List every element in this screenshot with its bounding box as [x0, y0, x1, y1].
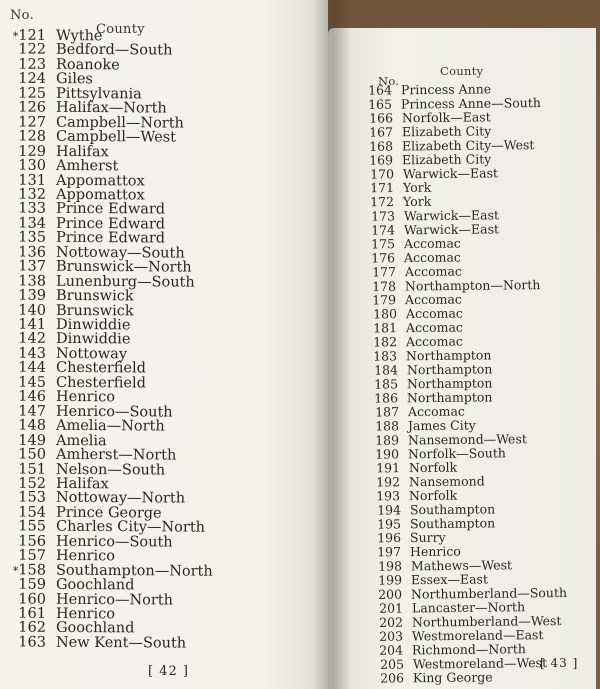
entry-number — [376, 601, 402, 616]
county-name: Northampton—North — [404, 277, 541, 294]
entry-number — [12, 634, 46, 650]
county-name: Accomac — [404, 263, 462, 280]
county-name: York — [402, 179, 432, 195]
entry-number-value: 182 — [373, 334, 398, 350]
entry-number-value: 164 — [368, 82, 393, 98]
entry-number — [372, 404, 398, 419]
county-name: Appomattox — [55, 172, 145, 189]
county-name: Accomac — [405, 305, 463, 322]
county-name: Lunenburg—South — [55, 273, 195, 291]
county-name: Halifax — [55, 475, 109, 493]
list-item — [368, 194, 431, 210]
entry-number — [370, 264, 396, 279]
entry-number-value: 128 — [18, 128, 47, 145]
county-name: Henrico — [55, 548, 116, 565]
entry-number — [378, 670, 404, 685]
entry-number-value: 151 — [18, 461, 47, 478]
asterisk-mark: * — [12, 563, 19, 577]
entry-number-value: 181 — [372, 320, 397, 336]
entry-number-value: 122 — [18, 41, 47, 59]
entry-number-value: 170 — [369, 166, 394, 182]
entry-number — [373, 418, 399, 433]
entry-number-value: 165 — [368, 96, 393, 112]
county-name: Accomac — [404, 249, 462, 266]
county-name: Prince Edward — [55, 215, 166, 233]
entry-number-value: 125 — [18, 85, 47, 102]
county-name: York — [403, 193, 432, 209]
county-name: James City — [407, 417, 476, 434]
county-name: Giles — [55, 71, 93, 88]
county-name: Wythe — [55, 27, 103, 45]
entry-number-value: 129 — [18, 143, 47, 160]
entry-number-value: 206 — [380, 670, 405, 686]
entry-number — [371, 334, 397, 349]
entry-number-value: 150 — [18, 446, 47, 463]
entry-number-value: 179 — [372, 292, 397, 308]
entry-number — [12, 446, 46, 462]
county-name: Brunswick — [55, 287, 134, 305]
entry-number-value: 130 — [18, 157, 47, 174]
list-item — [12, 634, 186, 651]
county-name: Campbell—North — [55, 114, 184, 132]
entry-number-value: 169 — [369, 152, 394, 168]
entry-number-value: 185 — [374, 376, 399, 392]
entry-number-value: 204 — [379, 642, 404, 658]
entry-number-value: 132 — [18, 186, 47, 203]
entry-number-value: 123 — [18, 56, 47, 73]
county-name: Halifax — [55, 143, 109, 160]
county-name: Roanoke — [55, 56, 120, 74]
right-page — [328, 28, 596, 689]
county-name: Goochland — [55, 620, 135, 637]
entry-number-value: 137 — [18, 258, 47, 275]
entry-number — [372, 362, 398, 377]
entry-number — [369, 250, 395, 265]
county-name: Amelia — [55, 432, 107, 449]
county-name: Northumberland—South — [411, 585, 568, 602]
entry-number — [369, 236, 395, 251]
county-name: Elizabeth City — [402, 151, 492, 168]
entry-number — [368, 194, 394, 209]
county-name: Prince Edward — [55, 201, 166, 218]
county-name: Richmond—North — [412, 641, 527, 658]
entry-number-value: 176 — [371, 250, 396, 266]
right-page-number: [ 43 ] — [540, 656, 579, 670]
entry-number-value: 161 — [18, 605, 47, 622]
county-name: Amelia—North — [55, 417, 165, 435]
county-name: Accomac — [404, 235, 462, 252]
entry-number — [375, 530, 401, 545]
county-name: Charles City—North — [55, 518, 206, 536]
entry-number-value: 198 — [377, 558, 402, 574]
county-name: Amherst—North — [55, 446, 177, 464]
county-name: Northampton — [406, 361, 493, 378]
entry-number-value: 174 — [370, 222, 395, 238]
county-name: Halifax—North — [55, 100, 167, 117]
entry-number-value: 156 — [18, 533, 47, 550]
entry-number-value: 187 — [374, 404, 399, 420]
entry-number — [377, 643, 403, 658]
entry-number — [12, 418, 46, 434]
county-name: New Kent—South — [55, 634, 187, 652]
county-name: Goochland — [55, 576, 135, 594]
county-name: Henrico — [55, 389, 116, 406]
entry-number-value: 167 — [368, 124, 393, 140]
county-name: Northampton — [406, 375, 493, 392]
county-name: Chesterfield — [55, 360, 147, 377]
entry-number-value: 183 — [373, 348, 398, 364]
entry-number — [374, 488, 400, 503]
entry-number-value: 188 — [374, 418, 399, 434]
entry-number-value: 124 — [18, 71, 47, 88]
entry-number-value: 157 — [18, 547, 47, 565]
county-name: Southampton — [409, 501, 495, 518]
county-name: Northampton — [406, 347, 492, 364]
entry-number-value: 175 — [371, 236, 396, 252]
entry-number-value: 134 — [18, 215, 47, 232]
entry-number-value: 184 — [373, 362, 398, 378]
entry-number-value: 136 — [18, 244, 47, 261]
entry-number — [376, 572, 402, 587]
entry-number — [12, 577, 46, 593]
entry-number — [12, 288, 46, 304]
right-header-county: County — [440, 64, 484, 78]
county-name: Nottoway—North — [55, 490, 186, 507]
county-name: Henrico—North — [55, 591, 174, 609]
entry-number-value: 135 — [18, 229, 47, 246]
entry-number-value: 196 — [377, 530, 402, 546]
county-name: Nottoway — [55, 345, 128, 363]
county-name: Northampton — [407, 389, 493, 406]
county-name: Warwick—East — [402, 165, 498, 182]
county-name: Henrico—South — [55, 403, 173, 421]
county-name: Elizabeth City — [401, 123, 492, 140]
entry-number-value: 173 — [370, 208, 395, 224]
county-name: Princess Anne — [400, 81, 492, 98]
county-name: Dinwiddie — [55, 331, 131, 348]
entry-number-value: 159 — [18, 576, 47, 593]
entry-number — [12, 129, 46, 145]
county-name: Appomattox — [55, 186, 145, 204]
entry-number-value: 195 — [376, 516, 401, 532]
county-name: Princess Anne—South — [401, 95, 542, 112]
entry-number — [12, 158, 46, 174]
entry-number-value: 121 — [18, 27, 47, 44]
entry-number-value: 131 — [18, 172, 47, 189]
entry-number-value: 147 — [18, 403, 47, 420]
entry-number-value: 193 — [376, 488, 401, 504]
county-name: Nansemond—West — [408, 431, 528, 448]
entry-number — [375, 544, 401, 559]
entry-number-value: 144 — [18, 359, 47, 377]
county-name: Accomac — [406, 333, 464, 350]
entry-number-value: 138 — [18, 273, 47, 290]
entry-number — [367, 124, 393, 139]
county-name: Essex—East — [410, 571, 488, 588]
entry-number — [12, 259, 46, 275]
entry-number-value: 160 — [18, 591, 47, 608]
county-name: Warwick—East — [403, 221, 499, 238]
entry-number — [371, 348, 397, 363]
entry-number — [374, 460, 400, 475]
county-name: Norfolk — [409, 487, 458, 504]
list-item — [378, 669, 493, 685]
county-name: Nottoway—South — [55, 244, 185, 262]
entry-number-value: 190 — [375, 446, 400, 462]
asterisk-mark: * — [12, 29, 19, 43]
entry-number — [12, 519, 46, 535]
entry-number-value: 191 — [375, 460, 400, 476]
county-name: King George — [412, 669, 493, 686]
entry-number-value: 162 — [18, 620, 47, 637]
entry-number-value: 166 — [368, 110, 393, 126]
entry-number-value: 140 — [18, 302, 47, 319]
entry-number-value: 149 — [18, 432, 47, 449]
county-name: Lancaster—North — [411, 599, 525, 616]
entry-number-value: 178 — [372, 278, 397, 294]
left-header-county: County — [96, 22, 145, 37]
county-name: Amherst — [55, 157, 119, 175]
entry-number-value: 201 — [378, 600, 403, 616]
county-name: Henrico — [55, 605, 116, 623]
entry-number-value: 192 — [376, 474, 401, 490]
county-name: Brunswick—North — [55, 258, 192, 276]
county-name: Chesterfield — [55, 374, 147, 392]
entry-number-value: 172 — [370, 194, 395, 210]
county-name: Elizabeth City—West — [402, 137, 535, 154]
entry-number-value: 203 — [379, 628, 404, 644]
entry-number-value: 153 — [18, 489, 47, 507]
county-name: Southampton — [409, 515, 496, 532]
county-name: Mathews—West — [410, 557, 512, 574]
entry-number-value: 143 — [18, 345, 47, 362]
entry-number — [368, 208, 394, 223]
entry-number-value: 205 — [379, 656, 404, 672]
entry-number — [370, 292, 396, 307]
entry-number-value: 152 — [18, 475, 47, 492]
entry-number — [367, 152, 393, 167]
entry-number-value: 163 — [18, 634, 47, 651]
entry-number-value: 202 — [378, 614, 403, 630]
entry-number-value: 139 — [18, 287, 47, 304]
entry-number-value: 171 — [370, 180, 395, 196]
entry-number-value: 180 — [372, 306, 397, 322]
county-name: Norfolk — [408, 459, 457, 476]
county-name: Southampton—North — [55, 562, 213, 580]
entry-number — [371, 320, 397, 335]
left-page-number: [ 42 ] — [148, 664, 189, 679]
county-name: Henrico—South — [55, 533, 173, 551]
entry-number-value: 199 — [378, 572, 403, 588]
entry-number — [366, 82, 392, 97]
entry-number-value: 189 — [375, 432, 400, 448]
county-name: Northumberland—West — [411, 613, 562, 630]
entry-number-value: 133 — [18, 200, 47, 218]
county-name: Accomac — [405, 291, 463, 308]
entry-number-value: 127 — [18, 114, 47, 131]
county-name: Bedford—South — [55, 42, 173, 59]
county-name: Surry — [410, 529, 446, 546]
county-name: Accomac — [407, 403, 465, 420]
county-name: Dinwiddie — [55, 316, 131, 334]
county-name: Warwick—East — [403, 207, 499, 224]
county-name: Brunswick — [55, 302, 134, 319]
entry-number-value: 177 — [371, 264, 396, 280]
county-name: Nelson—South — [55, 461, 166, 479]
entry-number-value: 158 — [18, 561, 47, 579]
county-name: Westmoreland—East — [412, 627, 544, 644]
county-name: Nansemond — [408, 473, 485, 490]
county-name: Campbell—West — [55, 128, 177, 146]
entry-number-value: 141 — [18, 316, 47, 333]
entry-number-value: 197 — [377, 544, 402, 560]
right-header-no: No. — [378, 74, 400, 88]
county-name: Henrico — [410, 543, 462, 560]
entry-number-value: 186 — [374, 390, 399, 406]
entry-number — [374, 502, 400, 517]
entry-number-value: 194 — [376, 502, 401, 518]
left-header-no: No. — [10, 8, 35, 23]
entry-number-value: 145 — [18, 374, 47, 391]
entry-number-value: 126 — [18, 99, 47, 116]
county-name: Prince George — [55, 504, 162, 522]
entry-number — [370, 306, 396, 321]
county-name: Accomac — [405, 319, 463, 336]
entry-number — [368, 180, 394, 195]
entry-number-value: 155 — [18, 518, 47, 535]
county-name: Pittsylvania — [55, 85, 142, 103]
county-name: Norfolk—South — [408, 445, 507, 462]
entry-number-value: 146 — [18, 388, 47, 406]
entry-number-value: 154 — [18, 504, 47, 521]
county-name: Prince Edward — [55, 230, 166, 247]
county-name: Westmoreland—West — [412, 655, 547, 672]
county-name: Norfolk—East — [401, 109, 491, 126]
entry-number-value: 148 — [18, 417, 47, 434]
entry-number-value: 168 — [369, 138, 394, 154]
entry-number-value: 142 — [18, 331, 47, 348]
entry-number-value: 200 — [378, 586, 403, 602]
entry-number — [372, 376, 398, 391]
entry-number — [366, 110, 392, 125]
